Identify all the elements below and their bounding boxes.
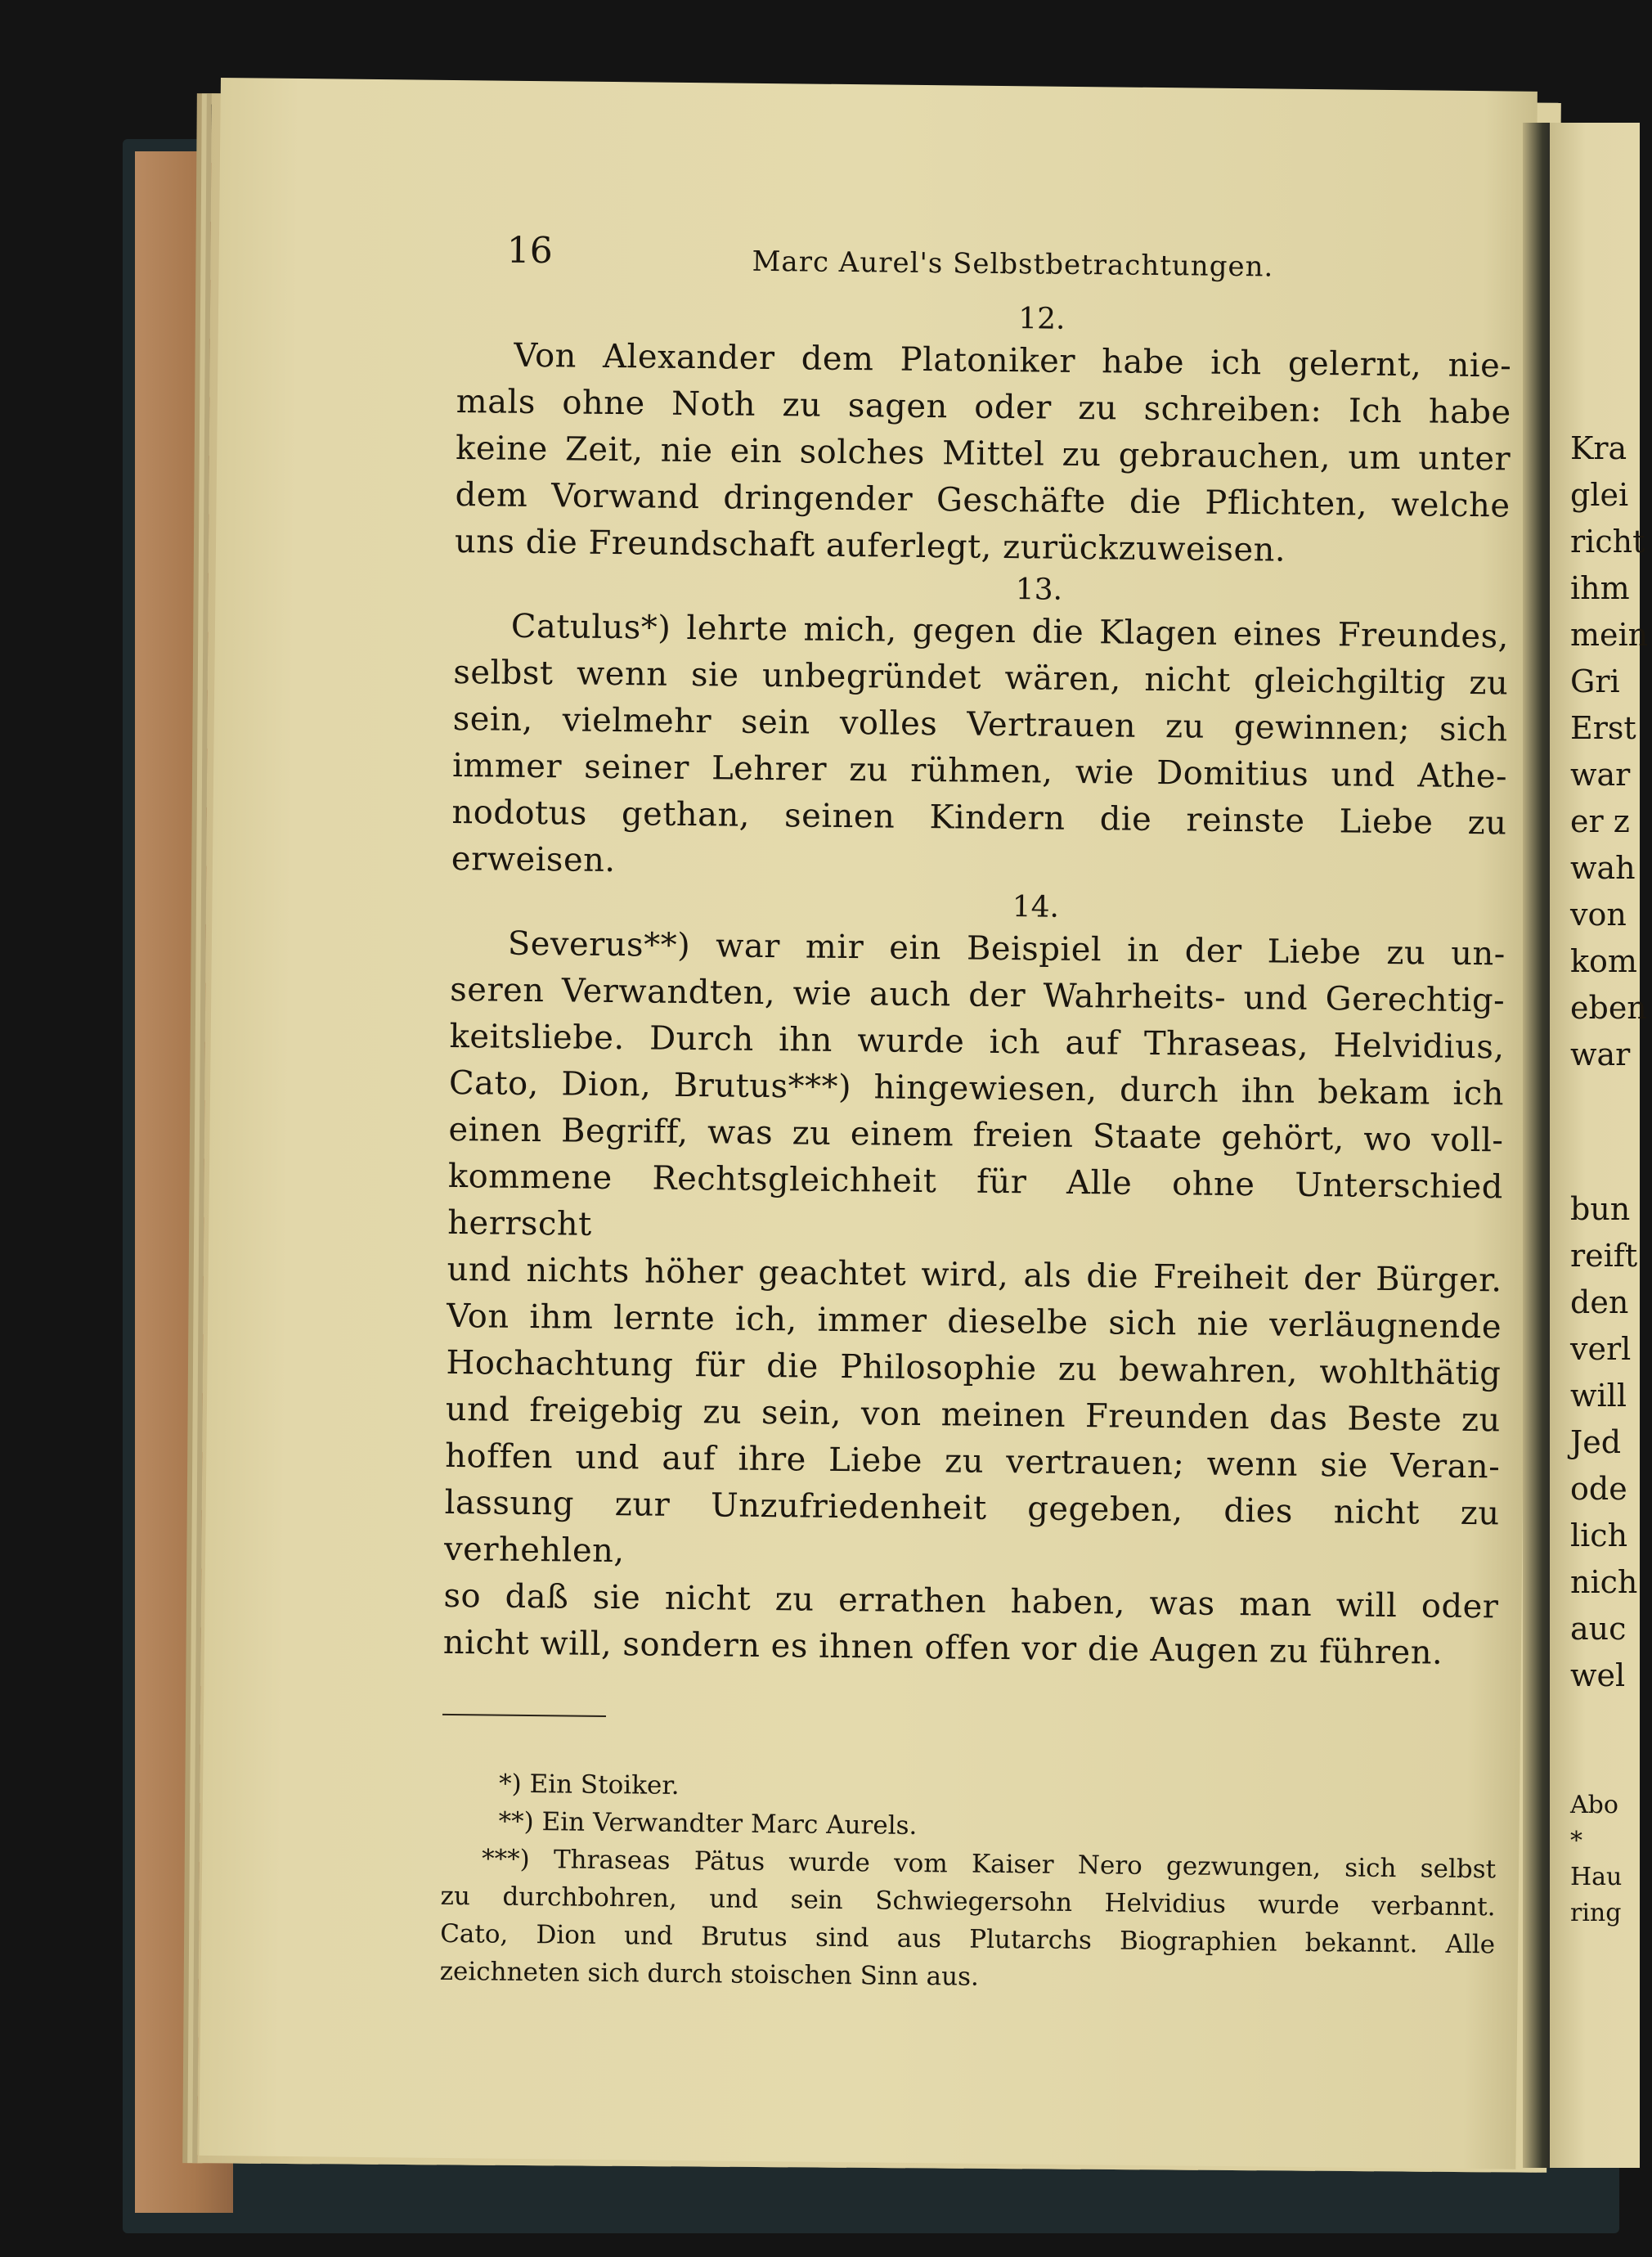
page-text	[439, 229, 1512, 2001]
paragraph	[443, 920, 1506, 1677]
fragment: ring	[1570, 1899, 1622, 1927]
text-line: so daß sie nicht zu errathen haben, was man will oder	[443, 1576, 1499, 1626]
text-line: keine Zeit, nie ein solches Mittel zu gebrauchen, um unter	[455, 429, 1511, 479]
paragraph	[451, 603, 1510, 893]
section-number: 12.	[1018, 302, 1066, 336]
fragment: verl	[1570, 1331, 1632, 1367]
text-line: uns die Freundschaft auferlegt, zurückzuweisen.	[454, 522, 1286, 569]
text-line: lassung zur Unzufriedenheit gegeben, dies nicht zu verhehlen,	[443, 1483, 1500, 1571]
text-line: sein, vielmehr sein volles Vertrauen zu gewinnen; sich	[452, 699, 1508, 749]
fragment: kom	[1570, 943, 1637, 979]
fragment: wel	[1570, 1657, 1626, 1693]
fragment: er z	[1570, 803, 1630, 839]
footnote-line: zu durchbohren, und sein Schwiegersohn Helvidius wurde verbannt.	[440, 1881, 1496, 1922]
fragment: Kra	[1570, 430, 1627, 466]
text-line: dem Vorwand dringender Geschäfte die Pflichten, welche	[455, 475, 1511, 525]
text-line: und nichts höher geachtet wird, als die Freiheit der Bürger.	[447, 1250, 1502, 1300]
fragment: auc	[1570, 1611, 1627, 1647]
fragment: wah	[1570, 850, 1636, 886]
text-line: Severus**) war mir ein Beispiel in der Liebe zu un-	[507, 924, 1506, 973]
fragment: war	[1570, 1036, 1631, 1072]
fragment: Hau	[1570, 1863, 1623, 1891]
fragment: Erst	[1570, 710, 1636, 746]
section-14	[443, 883, 1506, 1677]
section-12	[455, 294, 1512, 576]
fragment: Jed	[1570, 1424, 1622, 1460]
fragment: lich	[1570, 1517, 1628, 1553]
fragment: Gri	[1570, 663, 1620, 699]
fragment: Abo	[1570, 1791, 1618, 1819]
fragment: den	[1570, 1284, 1629, 1320]
text-line: nicht will, sondern es ihnen offen vor die Augen zu führen.	[442, 1623, 1443, 1672]
fragment: war	[1570, 757, 1631, 793]
fragment: richt	[1570, 524, 1645, 560]
fragment: nich	[1570, 1564, 1638, 1600]
text-line: Catulus*) lehrte mich, gegen die Klagen eines Freundes,	[510, 607, 1510, 656]
text-line: einen Begriff, was zu einem freien Staate gehört, wo voll-	[448, 1110, 1504, 1160]
page-number: 16	[506, 229, 553, 272]
facing-page-fragments-upper	[1570, 425, 1652, 1078]
text-line: keitsliebe. Durch ihn wurde ich auf Thraseas, Helvidius,	[449, 1017, 1505, 1067]
section-number: 14.	[1012, 890, 1060, 924]
fragment: ode	[1570, 1471, 1627, 1507]
text-line: nodotus gethan, seinen Kindern die reinste Liebe zu erweisen.	[451, 793, 1507, 880]
footnote: ***) Thraseas Pätus wurde vom Kaiser Nero gezwungen, sich selbst	[481, 1844, 1497, 1885]
footnote: **) Ein Verwandter Marc Aurels.	[498, 1806, 918, 1841]
fragment: ihm	[1570, 570, 1630, 606]
footnote: *) Ein Stoiker.	[498, 1769, 680, 1801]
text-line: selbst wenn sie unbegründet wären, nicht gleichgiltig zu	[453, 653, 1509, 703]
text-line: immer seiner Lehrer zu rühmen, wie Domitius und Athe-	[451, 746, 1508, 796]
section-13	[451, 565, 1510, 893]
section-number: 13.	[1015, 573, 1063, 607]
text-line: Cato, Dion, Brutus***) hingewiesen, durch ihn bekam ich	[448, 1063, 1505, 1113]
running-head: Marc Aurel's Selbstbetrachtungen.	[752, 245, 1274, 284]
footnote-line: zeichneten sich durch stoischen Sinn aus.	[439, 1956, 980, 1992]
page-header	[457, 229, 1513, 306]
text-line: Von ihm lernte ich, immer dieselbe sich nie verläugnende	[446, 1297, 1502, 1347]
text-line: Von Alexander dem Platoniker habe ich gelernt, nie-	[514, 336, 1512, 385]
text-line: hoffen und auf ihre Liebe zu vertrauen; wenn sie Veran-	[445, 1436, 1501, 1486]
text-line: und freigebig zu sein, von meinen Freunden das Beste zu	[445, 1390, 1502, 1440]
text-line: mals ohne Noth zu sagen oder zu schreiben: Ich habe	[456, 382, 1511, 432]
fragment: bun	[1570, 1191, 1631, 1227]
fragment: glei	[1570, 477, 1629, 513]
fragment: mein	[1570, 617, 1649, 653]
footnote-line: Cato, Dion und Brutus sind aus Plutarchs Biographien bekannt. Alle	[439, 1918, 1496, 1960]
facing-page-fragments-lower	[1570, 1186, 1652, 1699]
fragment: reift	[1570, 1238, 1638, 1274]
text-line: kommene Rechtsgleichheit für Alle ohne Unterschied herrscht	[447, 1157, 1504, 1243]
footnote-rule	[442, 1714, 606, 1717]
fragment: *	[1570, 1827, 1582, 1855]
paragraph	[455, 332, 1512, 576]
fragment: von	[1570, 897, 1627, 933]
fragment: eben	[1570, 990, 1647, 1026]
footnotes	[439, 1765, 1497, 2001]
text-line: seren Verwandten, wie auch der Wahrheits- und Gerechtig-	[450, 970, 1506, 1020]
text-line: Hochachtung für die Philosophie zu bewahren, wohlthätig	[446, 1343, 1502, 1393]
fragment: will	[1570, 1378, 1627, 1414]
facing-page-footnote-fragments	[1570, 1787, 1652, 1931]
